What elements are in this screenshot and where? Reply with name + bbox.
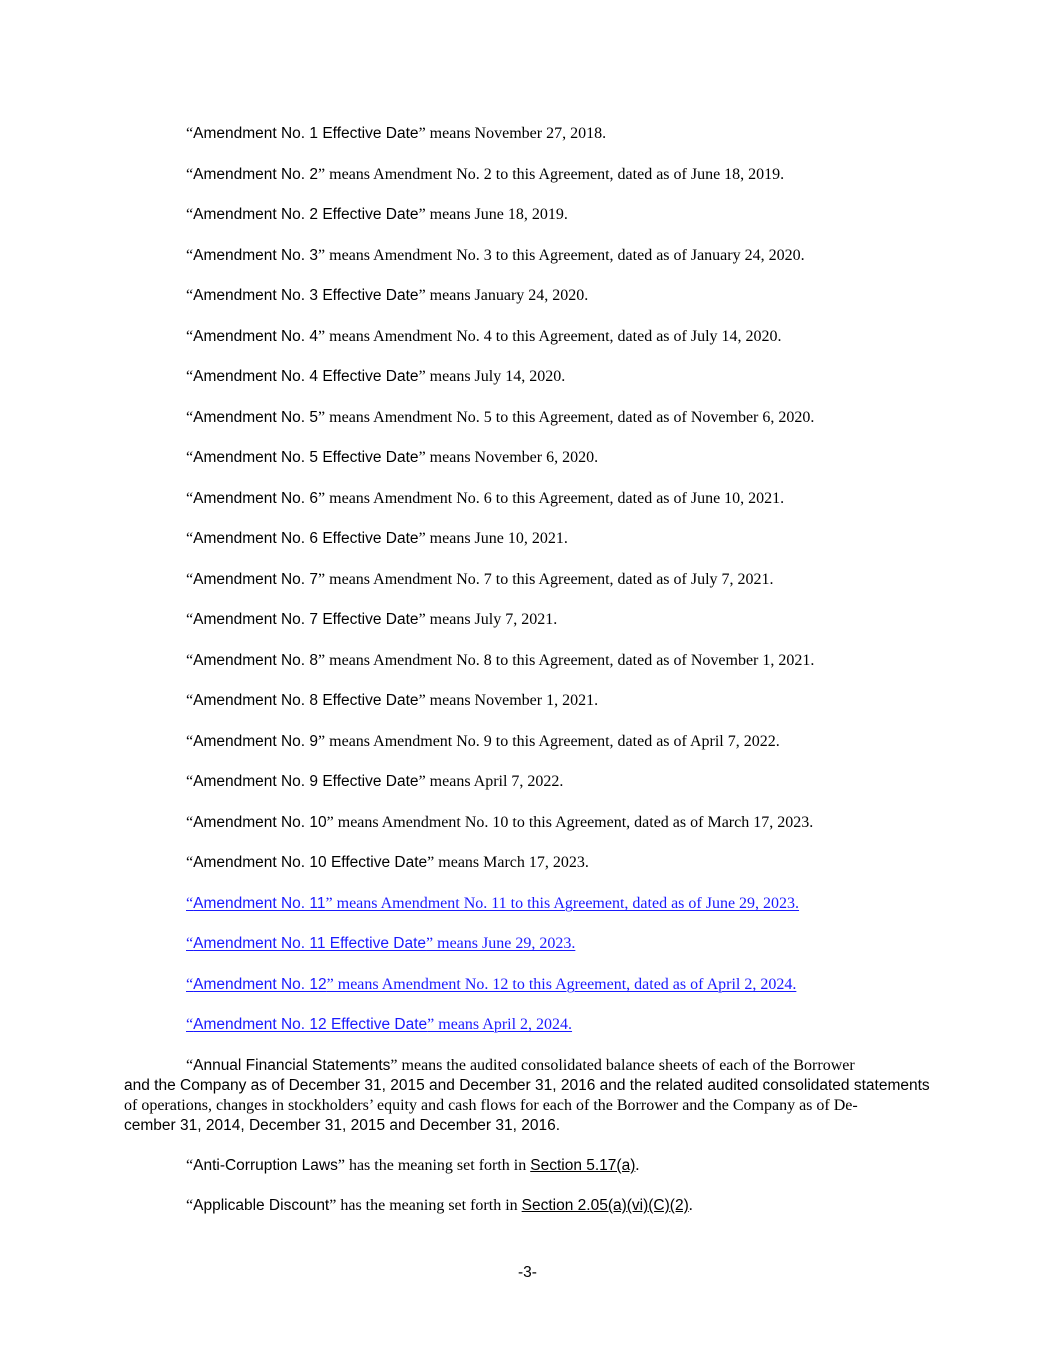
definition-amendment-3-effective-date: “Amendment No. 3 Effective Date” means January 24, 2020. [186, 287, 589, 304]
defined-term: Amendment No. 4 Effective Date [193, 368, 419, 385]
inserted-definition-amendment-11-effective-date[interactable]: “Amendment No. 11 Effective Date” means June 29, 2023. [186, 935, 576, 952]
inserted-definition-amendment-12-effective-date[interactable]: “Amendment No. 12 Effective Date” means April 2, 2024. [186, 1016, 573, 1033]
page-number: -3- [518, 1264, 537, 1281]
defined-term: Amendment No. 10 [193, 814, 327, 831]
definition-annual-financial-statements: “Annual Financial Statements” means the audited consolidated balance sheets of each of the Borrower and the Company as of December 31, 2015 and December 31, 2016 and the related audited consolidated statements of operations, changes in stockholders’ equity and cash flows for each of the Borrower and the Company as of De- cember 31, 2014, December 31, 2015 and December 31, 2016. [124, 1057, 930, 1134]
definition-amendment-8: “Amendment No. 8” means Amendment No. 8 to this Agreement, dated as of November 1, 2021. [186, 652, 815, 669]
definition-amendment-6: “Amendment No. 6” means Amendment No. 6 to this Agreement, dated as of June 10, 2021. [186, 490, 785, 507]
defined-term: Amendment No. 6 Effective Date [193, 530, 419, 547]
definition-amendment-9-effective-date: “Amendment No. 9 Effective Date” means April 7, 2022. [186, 773, 564, 790]
defined-term: Amendment No. 3 [193, 247, 319, 264]
definition-amendment-2-effective-date: “Amendment No. 2 Effective Date” means June 18, 2019. [186, 206, 568, 223]
defined-term: Amendment No. 8 [193, 652, 319, 669]
definition-amendment-7-effective-date: “Amendment No. 7 Effective Date” means July 7, 2021. [186, 611, 558, 628]
defined-term: Amendment No. 7 Effective Date [193, 611, 419, 628]
inserted-definition-amendment-11[interactable]: “Amendment No. 11” means Amendment No. 11 to this Agreement, dated as of June 29, 2023. [186, 895, 800, 912]
defined-term: Amendment No. 7 [193, 571, 319, 588]
defined-term: Amendment No. 9 Effective Date [193, 773, 419, 790]
defined-term: Amendment No. 11 Effective Date [193, 935, 427, 952]
section-reference-link[interactable]: Section 2.05(a)(vi)(C)(2) [521, 1197, 689, 1214]
defined-term: Amendment No. 10 Effective Date [193, 854, 428, 871]
definition-amendment-4: “Amendment No. 4” means Amendment No. 4 to this Agreement, dated as of July 14, 2020. [186, 328, 782, 345]
definition-amendment-4-effective-date: “Amendment No. 4 Effective Date” means July 14, 2020. [186, 368, 566, 385]
section-reference-link[interactable]: Section 5.17(a) [530, 1157, 636, 1174]
defined-term: Amendment No. 6 [193, 490, 319, 507]
definition-amendment-5: “Amendment No. 5” means Amendment No. 5 to this Agreement, dated as of November 6, 2020. [186, 409, 815, 426]
defined-term: Amendment No. 12 [193, 976, 327, 993]
defined-term: Amendment No. 1 Effective Date [193, 125, 419, 142]
defined-term: Amendment No. 2 [193, 166, 319, 183]
defined-term: Amendment No. 3 Effective Date [193, 287, 419, 304]
definition-amendment-5-effective-date: “Amendment No. 5 Effective Date” means November 6, 2020. [186, 449, 599, 466]
definition-amendment-6-effective-date: “Amendment No. 6 Effective Date” means June 10, 2021. [186, 530, 568, 547]
defined-term: Anti-Corruption Laws [193, 1157, 338, 1174]
definition-amendment-3: “Amendment No. 3” means Amendment No. 3 to this Agreement, dated as of January 24, 2020. [186, 247, 805, 264]
defined-term: Annual Financial Statements [193, 1057, 391, 1074]
defined-term: Amendment No. 2 Effective Date [193, 206, 419, 223]
defined-term: Amendment No. 12 Effective Date [193, 1016, 428, 1033]
defined-term: Amendment No. 11 [193, 895, 326, 912]
defined-term: Amendment No. 9 [193, 733, 319, 750]
defined-term: Amendment No. 5 [193, 409, 319, 426]
definition-amendment-9: “Amendment No. 9” means Amendment No. 9 to this Agreement, dated as of April 7, 2022. [186, 733, 780, 750]
definition-amendment-10: “Amendment No. 10” means Amendment No. 10 to this Agreement, dated as of March 17, 2023. [186, 814, 814, 831]
definition-amendment-10-effective-date: “Amendment No. 10 Effective Date” means March 17, 2023. [186, 854, 589, 871]
definition-applicable-discount: “Applicable Discount” has the meaning set forth in Section 2.05(a)(vi)(C)(2). [186, 1197, 693, 1214]
defined-term: Applicable Discount [193, 1197, 330, 1214]
defined-term: Amendment No. 5 Effective Date [193, 449, 419, 466]
inserted-definition-amendment-12[interactable]: “Amendment No. 12” means Amendment No. 12 to this Agreement, dated as of April 2, 2024. [186, 976, 797, 993]
definition-amendment-8-effective-date: “Amendment No. 8 Effective Date” means November 1, 2021. [186, 692, 599, 709]
definition-amendment-2: “Amendment No. 2” means Amendment No. 2 to this Agreement, dated as of June 18, 2019. [186, 166, 785, 183]
defined-term: Amendment No. 8 Effective Date [193, 692, 419, 709]
definition-amendment-1-effective-date: “Amendment No. 1 Effective Date” means November 27, 2018. [186, 125, 607, 142]
defined-term: Amendment No. 4 [193, 328, 319, 345]
definition-amendment-7: “Amendment No. 7” means Amendment No. 7 to this Agreement, dated as of July 7, 2021. [186, 571, 774, 588]
definition-anti-corruption-laws: “Anti-Corruption Laws” has the meaning set forth in Section 5.17(a). [186, 1157, 640, 1174]
